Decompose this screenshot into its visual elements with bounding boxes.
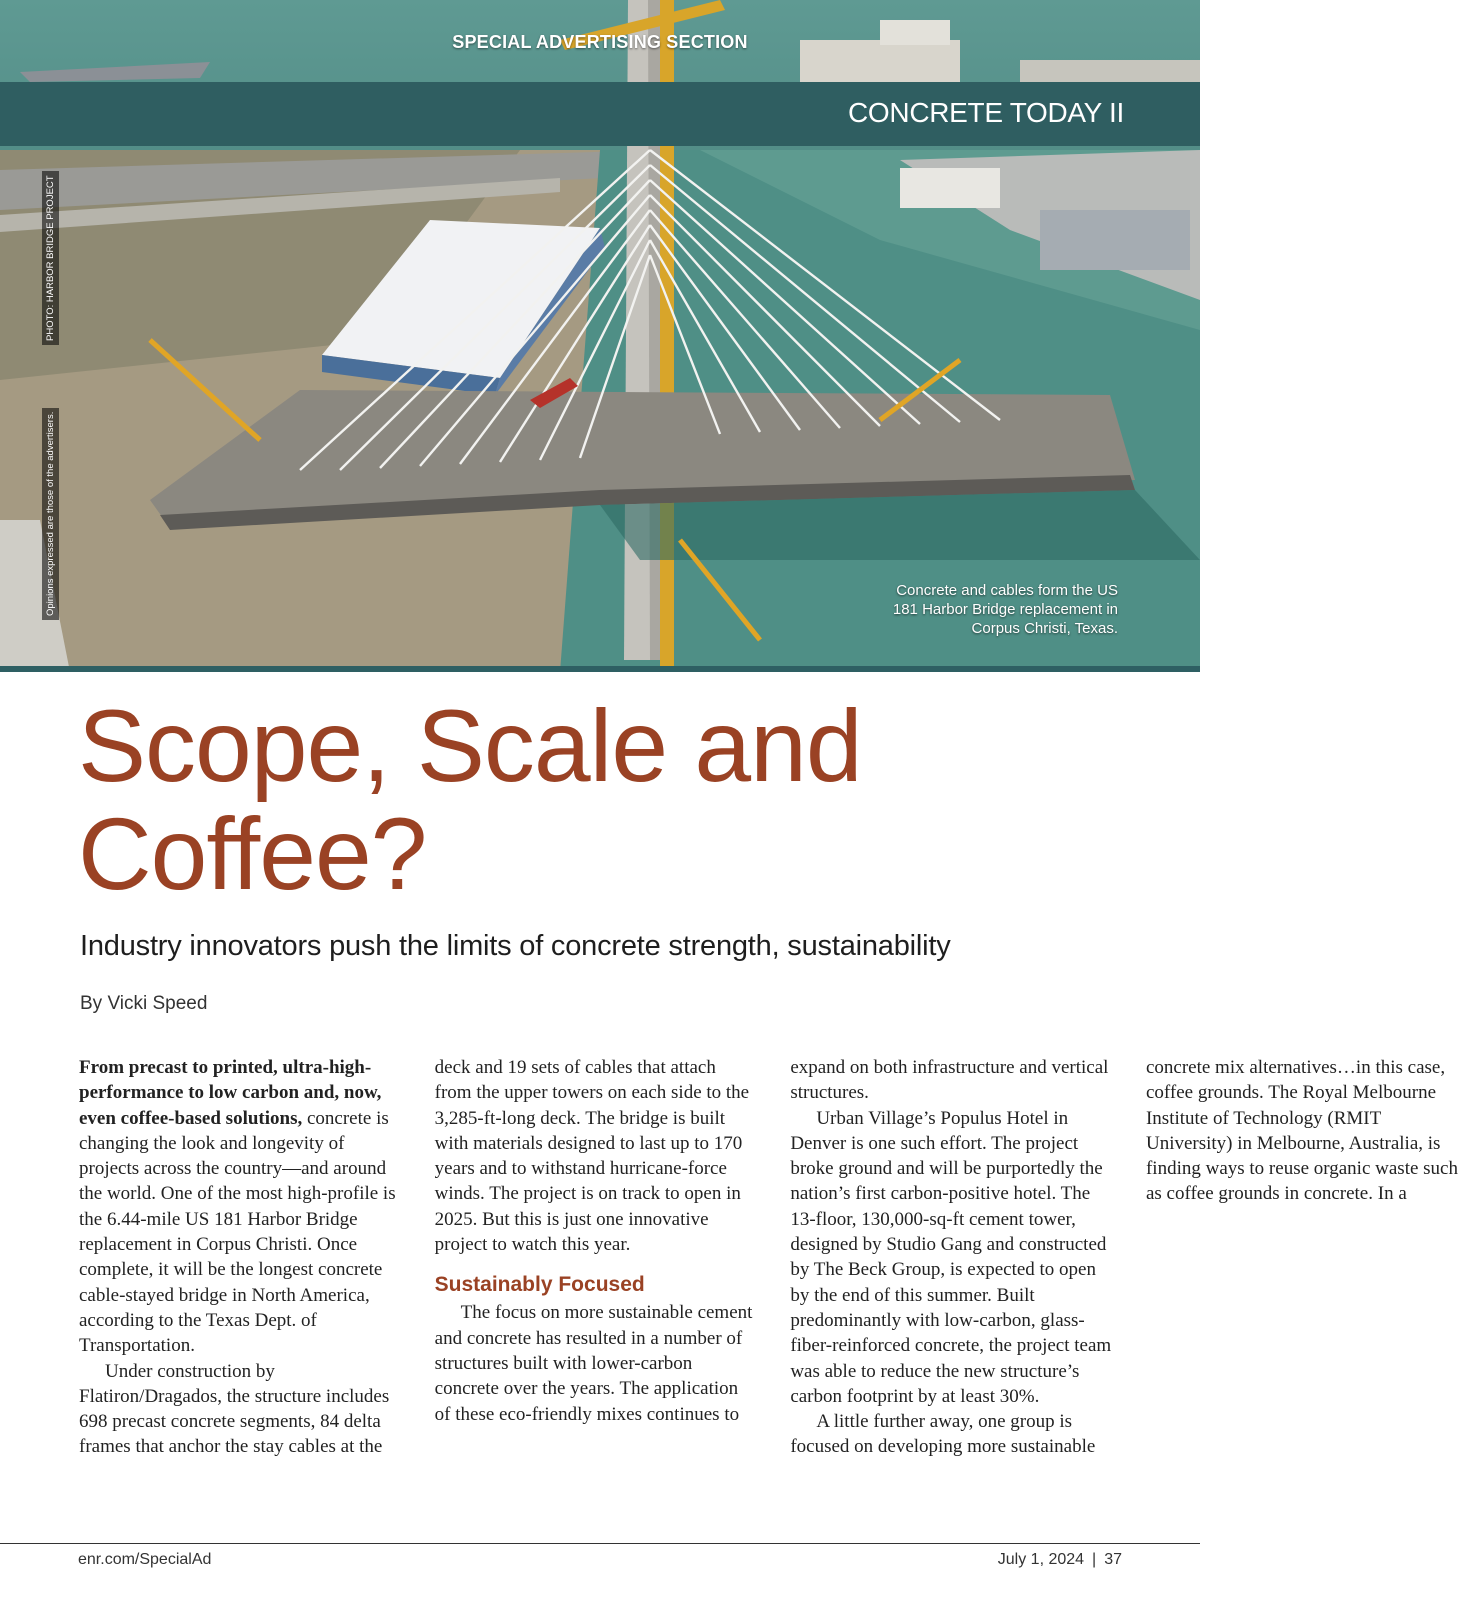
paragraph-3: The focus on more sustainable cement and concrete has resulted in a number of structures built with lower-carbon concrete over the years. The application of these eco-friendly mixes continues to expand on both infrastructure and vertical structures. [434,1057,1109,1425]
section-title: CONCRETE TODAY II [848,97,1124,128]
subheadline: Industry innovators push the limits of concrete strength, sustainability [80,930,951,962]
article-body [79,1055,1458,1460]
special-advertising-label: SPECIAL ADVERTISING SECTION [452,32,748,52]
paragraph-4: Urban Village’s Populus Hotel in Denver is one such effort. The project broke ground and will be purportedly the nation’s first carbon-positive hotel. The 13-floor, 130,000-sq-ft cement tower, designed by Studio Gang and constructed by The Beck Group, is expected to open by the end of this summer. Built predominantly with low-carbon, glass-fiber-reinforced concrete, the project team was able to reduce the new structure’s carbon footprint by at least 30%. [790,1107,1112,1407]
section-banner [0,82,1200,146]
photo-caption: Concrete and cables form the US 181 Harbor Bridge replacement in Corpus Christi, Texas. [892,582,1118,637]
footer-divider: | [1092,1551,1097,1568]
paragraph-1 [79,1055,401,1359]
paragraph-5: A little further away, one group is focused on developing more sustainable concrete mix alternatives…in this case, coffee grounds. The Royal Melbourne Institute of Technology (RMIT University) in Melbourne, Australia, is finding ways to reuse organic waste such as coffee grounds in concrete. In a [790,1057,1458,1458]
footer-date-page [998,1551,1122,1569]
footer-url[interactable]: enr.com/SpecialAd [78,1551,212,1568]
paragraph-2: Under construction by Flatiron/Dragados, the structure includes 698 precast concrete segments, 84 delta frames that anchor the stay cables at the deck and 19 sets of cables that attach from the upper towers on each side to the 3,285-ft-long deck. The bridge is built with materials designed to last up to 170 years and to withstand hurricane-force winds. The project is on track to open in 2025. But this is just one innovative project to watch this year. [79,1057,750,1458]
headline-line-1: Scope, Scale and [78,689,862,803]
advertiser-disclaimer: Opinions expressed are those of the advertisers. [42,408,59,620]
headline [78,689,1138,911]
section-heading: Sustainably Focused [434,1273,645,1297]
footer-date: July 1, 2024 [997,1551,1085,1568]
paragraph-1-text: concrete is changing the look and longevity of projects across the country—and around the world. One of the most high-profile is the 6.44-mile US 181 Harbor Bridge replacement in Corpus Christi. Once complete, it will be the longest concrete cable-stayed bridge in North America, according to the Texas Dept. of Transportation. [79,1107,396,1357]
byline: By Vicki Speed [80,993,208,1014]
footer-rule [0,1543,1200,1544]
photo-credit: PHOTO: HARBOR BRIDGE PROJECT [42,171,59,345]
lead-in: From precast to printed, ultra-high-performance to low carbon and, now, even coffee-based solutions, [79,1057,382,1129]
photo-bottom-rule [0,666,1200,672]
page-number: 37 [1104,1551,1122,1568]
headline-line-2: Coffee? [78,797,427,911]
